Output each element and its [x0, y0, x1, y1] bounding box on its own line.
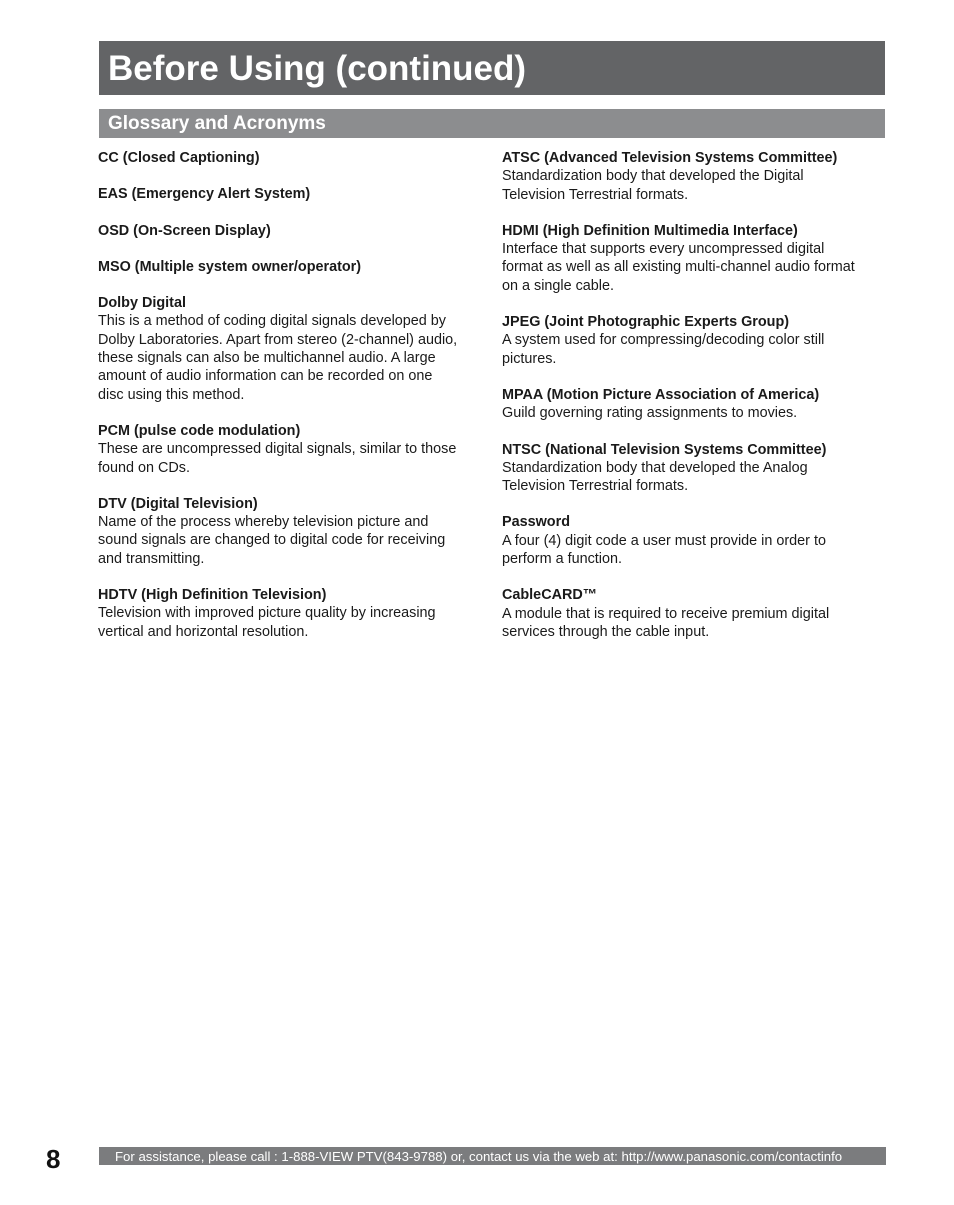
glossary-definition-line: Name of the process whereby television picture and: [98, 514, 429, 531]
glossary-term: MSO (Multiple system owner/operator): [98, 258, 362, 275]
glossary-definition-line: these signals can also be multichannel audio. A large: [98, 350, 436, 367]
glossary-definition-line: sound signals are changed to digital code for receiving: [98, 532, 446, 549]
glossary-term: NTSC (National Television Systems Committee): [502, 441, 827, 458]
glossary-entry: [98, 586, 483, 641]
glossary-entry: [98, 149, 483, 167]
glossary-term: DTV (Digital Television): [98, 495, 258, 512]
glossary-term: Password: [502, 514, 570, 531]
glossary-entry: [502, 513, 885, 568]
glossary-definition-line: A system used for compressing/decoding color still: [502, 332, 825, 349]
glossary-entry: [98, 185, 483, 203]
page-number: 8: [46, 1144, 61, 1174]
section-bar: [99, 109, 885, 138]
glossary-definition-line: services through the cable input.: [502, 623, 710, 640]
glossary-term: HDTV (High Definition Television): [98, 587, 327, 604]
glossary-term: EAS (Emergency Alert System): [98, 186, 311, 203]
footer-bar: [99, 1147, 886, 1165]
glossary-definition-line: Guild governing rating assignments to movies.: [502, 405, 798, 422]
glossary-entry: [502, 586, 885, 641]
glossary-definition-line: Dolby Laboratories. Apart from stereo (2-channel) audio,: [98, 331, 458, 348]
glossary-definition-line: Interface that supports every uncompressed digital: [502, 241, 825, 258]
glossary-term: CC (Closed Captioning): [98, 150, 260, 166]
glossary-definition-line: Television with improved picture quality by increasing: [98, 605, 436, 622]
glossary-definition-line: perform a function.: [502, 551, 622, 568]
glossary-definition-line: found on CDs.: [98, 459, 190, 476]
glossary-definition-line: This is a method of coding digital signals developed by: [98, 313, 446, 330]
glossary-term: CableCARD™: [502, 587, 598, 604]
glossary-entry: [98, 495, 483, 568]
glossary-definition-line: disc using this method.: [98, 386, 245, 403]
glossary-definition-line: and transmitting.: [98, 550, 205, 567]
title-bar: [99, 41, 885, 95]
glossary-definition-line: Standardization body that developed the Analog: [502, 459, 808, 476]
glossary-definition-line: Television Terrestrial formats.: [502, 478, 689, 495]
glossary-entry: [98, 258, 483, 276]
glossary-entry: [502, 149, 885, 204]
glossary-definition-line: A module that is required to receive premium digital: [502, 605, 830, 622]
glossary-definition-line: vertical and horizontal resolution.: [98, 623, 309, 640]
glossary-definition-line: Television Terrestrial formats.: [502, 186, 689, 203]
page-title: Before Using (continued): [108, 49, 527, 88]
glossary-definition-line: amount of audio information can be recorded on one: [98, 368, 433, 385]
glossary-definition-line: These are uncompressed digital signals, similar to those: [98, 441, 457, 458]
glossary-term: PCM (pulse code modulation): [98, 422, 301, 439]
glossary-term: JPEG (Joint Photographic Experts Group): [502, 314, 790, 331]
glossary-definition-line: A four (4) digit code a user must provide in order to: [502, 532, 826, 549]
section-title: Glossary and Acronyms: [108, 113, 326, 134]
glossary-entry: [98, 222, 483, 240]
glossary-term: ATSC (Advanced Television Systems Committee): [502, 150, 838, 166]
glossary-term: HDMI (High Definition Multimedia Interface): [502, 222, 798, 239]
glossary-entry: [502, 441, 885, 496]
glossary-entry: [502, 313, 885, 368]
glossary-definition-line: on a single cable.: [502, 277, 615, 294]
glossary-term: Dolby Digital: [98, 295, 186, 312]
glossary-entry: [502, 386, 885, 423]
glossary-entry: [502, 222, 885, 295]
glossary-term: OSD (On-Screen Display): [98, 222, 271, 239]
glossary-definition-line: format as well as all existing multi-channel audio format: [502, 259, 855, 276]
assistance-text: For assistance, please call : 1-888-VIEW PTV(843-9788) or, contact us via the web at: http://www.panasonic.com/contactinfo: [115, 1149, 843, 1164]
glossary-right-column: [502, 149, 885, 659]
glossary-term: MPAA (Motion Picture Association of America): [502, 386, 820, 403]
glossary-left-column: [98, 149, 483, 659]
glossary-definition-line: Standardization body that developed the Digital: [502, 168, 804, 185]
glossary-entry: [98, 422, 483, 477]
glossary-entry: [98, 294, 483, 404]
glossary-definition-line: pictures.: [502, 350, 557, 367]
